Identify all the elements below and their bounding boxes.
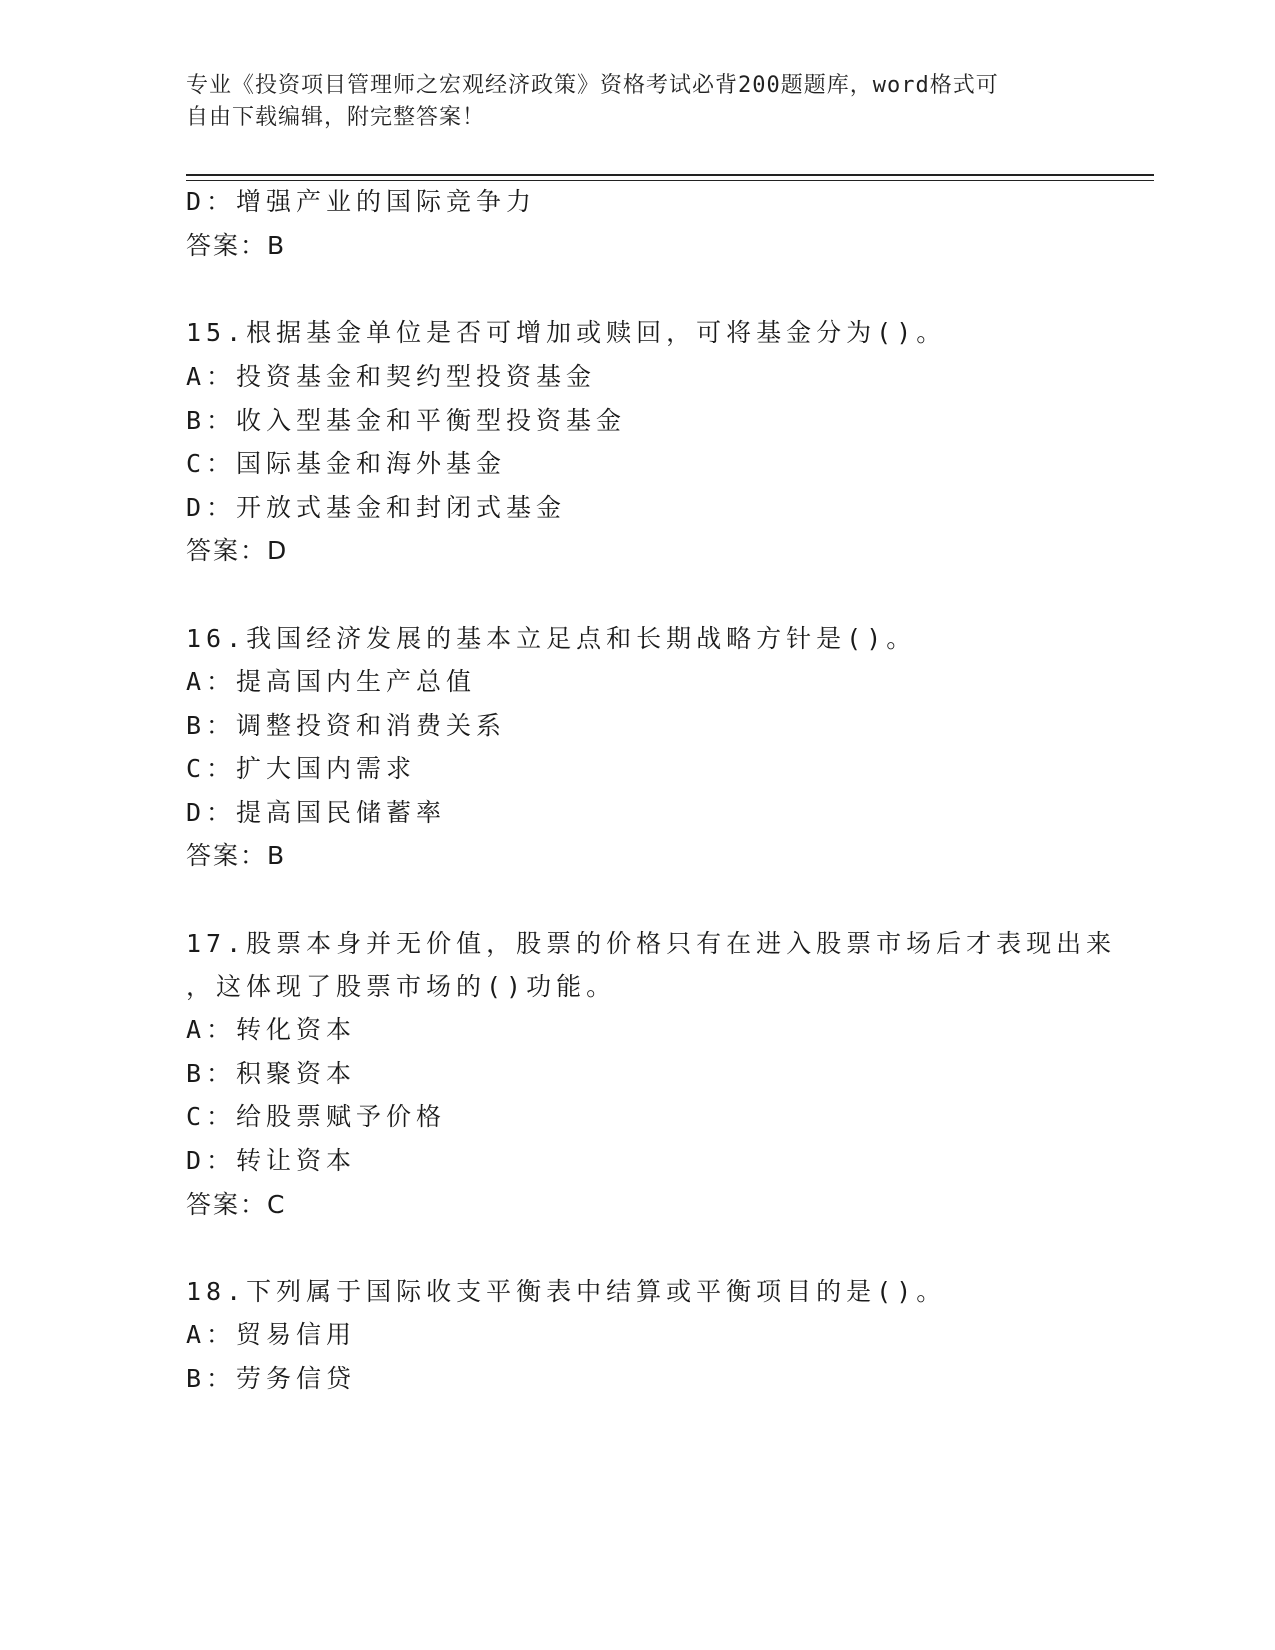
q15-answer: 答案：D (186, 536, 289, 565)
q14-option-d: D：增强产业的国际竞争力 (186, 187, 537, 216)
header-title-line-2: 自由下载编辑，附完整答案！ (186, 105, 486, 130)
q15-option-c: C：国际基金和海外基金 (186, 449, 507, 478)
q16-stem: 16.我国经济发展的基本立足点和长期战略方针是()。 (186, 624, 917, 653)
q16-option-c: C：扩大国内需求 (186, 754, 417, 783)
document-header (186, 70, 1086, 134)
q15-option-d: D：开放式基金和封闭式基金 (186, 493, 567, 522)
header-rule-thin (186, 180, 1154, 181)
q15-option-a: A：投资基金和契约型投资基金 (186, 362, 597, 391)
q17-option-c: C：给股票赋予价格 (186, 1102, 447, 1131)
q16-option-b: B：调整投资和消费关系 (186, 711, 507, 740)
q15-stem: 15.根据基金单位是否可增加或赎回，可将基金分为()。 (186, 318, 947, 347)
q18-option-a: A：贸易信用 (186, 1320, 357, 1349)
q18-stem: 18.下列属于国际收支平衡表中结算或平衡项目的是()。 (186, 1277, 947, 1306)
header-rule-thick (186, 174, 1154, 176)
q18-option-b: B：劳务信贷 (186, 1364, 357, 1393)
q17-stem-line-1: 17.股票本身并无价值，股票的价格只有在进入股票市场后才表现出来 (186, 929, 1117, 958)
q17-answer: 答案：C (186, 1190, 287, 1219)
q17-option-b: B：积聚资本 (186, 1059, 357, 1088)
q16-answer: 答案：B (186, 841, 287, 870)
q17-stem-line-2: ，这体现了股票市场的()功能。 (186, 972, 617, 1001)
q17-option-d: D：转让资本 (186, 1146, 357, 1175)
header-title-line-1: 专业《投资项目管理师之宏观经济政策》资格考试必背200题题库，word格式可 (186, 73, 999, 98)
q14-answer: 答案：B (186, 231, 287, 260)
q15-option-b: B：收入型基金和平衡型投资基金 (186, 406, 627, 435)
q17-option-a: A：转化资本 (186, 1015, 357, 1044)
q16-option-d: D：提高国民储蓄率 (186, 798, 447, 827)
q16-option-a: A：提高国内生产总值 (186, 667, 477, 696)
